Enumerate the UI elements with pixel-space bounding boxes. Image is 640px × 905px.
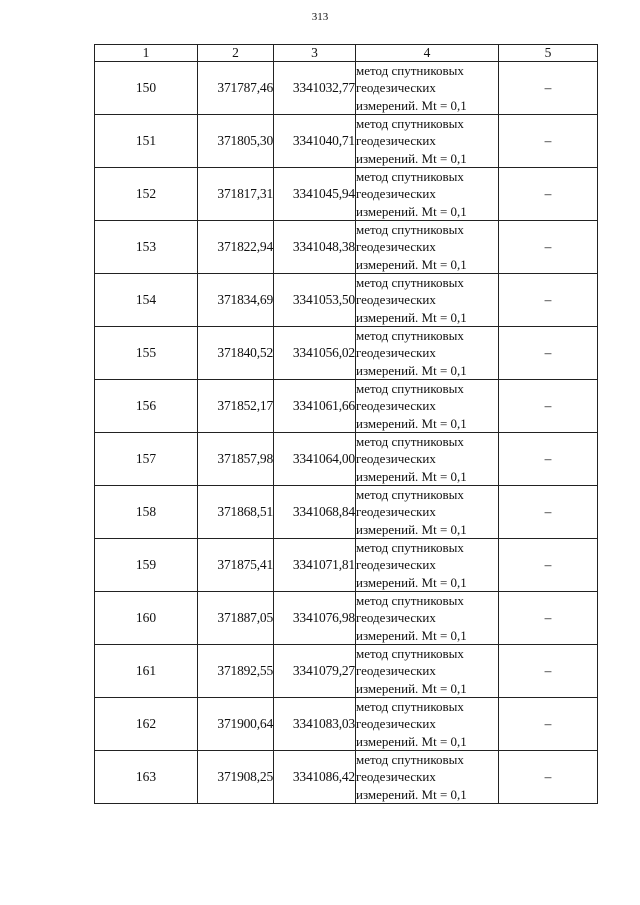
table-row bbox=[95, 698, 598, 751]
method-line-1: метод спутниковых bbox=[356, 593, 464, 609]
method-line-1: метод спутниковых bbox=[356, 381, 464, 397]
y-coordinate-cell: 3341086,42 bbox=[274, 751, 356, 804]
x-coordinate-cell: 371822,94 bbox=[198, 221, 274, 274]
x-coordinate-cell: 371908,25 bbox=[198, 751, 274, 804]
table-row bbox=[95, 380, 598, 433]
y-coordinate-cell: 3341032,77 bbox=[274, 62, 356, 115]
method-cell bbox=[356, 751, 499, 804]
y-coordinate-cell: 3341083,03 bbox=[274, 698, 356, 751]
method-line-2: геодезических bbox=[356, 239, 436, 255]
coordinates-table bbox=[94, 44, 598, 804]
point-number-cell: 155 bbox=[95, 327, 198, 380]
y-coordinate-cell: 3341048,38 bbox=[274, 221, 356, 274]
table-row bbox=[95, 433, 598, 486]
x-coordinate-cell: 371868,51 bbox=[198, 486, 274, 539]
method-line-2: геодезических bbox=[356, 557, 436, 573]
x-coordinate-cell: 371852,17 bbox=[198, 380, 274, 433]
method-line-2: геодезических bbox=[356, 663, 436, 679]
x-coordinate-cell: 371887,05 bbox=[198, 592, 274, 645]
y-coordinate-cell: 3341061,66 bbox=[274, 380, 356, 433]
column-5-cell: – bbox=[499, 645, 598, 698]
y-coordinate-cell: 3341040,71 bbox=[274, 115, 356, 168]
table-row bbox=[95, 751, 598, 804]
column-header-4: 4 bbox=[356, 45, 499, 62]
method-line-1: метод спутниковых bbox=[356, 169, 464, 185]
method-line-3: измерений. Mt = 0,1 bbox=[356, 256, 467, 272]
point-number-cell: 162 bbox=[95, 698, 198, 751]
column-5-cell: – bbox=[499, 62, 598, 115]
method-line-1: метод спутниковых bbox=[356, 116, 464, 132]
y-coordinate-cell: 3341076,98 bbox=[274, 592, 356, 645]
column-5-cell: – bbox=[499, 168, 598, 221]
point-number-cell: 156 bbox=[95, 380, 198, 433]
point-number-cell: 151 bbox=[95, 115, 198, 168]
x-coordinate-cell: 371892,55 bbox=[198, 645, 274, 698]
method-line-2: геодезических bbox=[356, 610, 436, 626]
method-cell bbox=[356, 274, 499, 327]
method-line-2: геодезических bbox=[356, 186, 436, 202]
column-5-cell: – bbox=[499, 274, 598, 327]
x-coordinate-cell: 371834,69 bbox=[198, 274, 274, 327]
page-number: 313 bbox=[311, 11, 329, 23]
point-number-cell: 154 bbox=[95, 274, 198, 327]
method-line-1: метод спутниковых bbox=[356, 752, 464, 768]
table-row bbox=[95, 592, 598, 645]
method-cell bbox=[356, 486, 499, 539]
column-header-1: 1 bbox=[95, 45, 198, 62]
method-cell bbox=[356, 327, 499, 380]
method-cell bbox=[356, 115, 499, 168]
point-number-cell: 161 bbox=[95, 645, 198, 698]
method-line-1: метод спутниковых bbox=[356, 275, 464, 291]
table-row bbox=[95, 168, 598, 221]
point-number-cell: 152 bbox=[95, 168, 198, 221]
y-coordinate-cell: 3341079,27 bbox=[274, 645, 356, 698]
y-coordinate-cell: 3341056,02 bbox=[274, 327, 356, 380]
method-line-1: метод спутниковых bbox=[356, 328, 464, 344]
column-5-cell: – bbox=[499, 751, 598, 804]
x-coordinate-cell: 371900,64 bbox=[198, 698, 274, 751]
column-5-cell: – bbox=[499, 433, 598, 486]
method-line-3: измерений. Mt = 0,1 bbox=[356, 415, 467, 431]
point-number-cell: 163 bbox=[95, 751, 198, 804]
column-5-cell: – bbox=[499, 221, 598, 274]
table-body bbox=[95, 62, 598, 804]
method-line-2: геодезических bbox=[356, 80, 436, 96]
method-cell bbox=[356, 221, 499, 274]
x-coordinate-cell: 371787,46 bbox=[198, 62, 274, 115]
table-row bbox=[95, 645, 598, 698]
column-5-cell: – bbox=[499, 698, 598, 751]
method-line-2: геодезических bbox=[356, 504, 436, 520]
method-line-1: метод спутниковых bbox=[356, 487, 464, 503]
method-line-3: измерений. Mt = 0,1 bbox=[356, 309, 467, 325]
method-line-1: метод спутниковых bbox=[356, 540, 464, 556]
x-coordinate-cell: 371857,98 bbox=[198, 433, 274, 486]
method-line-3: измерений. Mt = 0,1 bbox=[356, 468, 467, 484]
table-row bbox=[95, 274, 598, 327]
column-5-cell: – bbox=[499, 486, 598, 539]
column-5-cell: – bbox=[499, 539, 598, 592]
y-coordinate-cell: 3341068,84 bbox=[274, 486, 356, 539]
x-coordinate-cell: 371840,52 bbox=[198, 327, 274, 380]
method-line-3: измерений. Mt = 0,1 bbox=[356, 362, 467, 378]
method-line-1: метод спутниковых bbox=[356, 222, 464, 238]
table-row bbox=[95, 221, 598, 274]
method-line-3: измерений. Mt = 0,1 bbox=[356, 150, 467, 166]
table-row bbox=[95, 539, 598, 592]
method-line-3: измерений. Mt = 0,1 bbox=[356, 680, 467, 696]
method-line-1: метод спутниковых bbox=[356, 646, 464, 662]
y-coordinate-cell: 3341071,81 bbox=[274, 539, 356, 592]
y-coordinate-cell: 3341053,50 bbox=[274, 274, 356, 327]
method-line-2: геодезических bbox=[356, 716, 436, 732]
column-5-cell: – bbox=[499, 327, 598, 380]
method-line-3: измерений. Mt = 0,1 bbox=[356, 733, 467, 749]
column-header-3: 3 bbox=[274, 45, 356, 62]
point-number-cell: 160 bbox=[95, 592, 198, 645]
method-line-2: геодезических bbox=[356, 292, 436, 308]
method-line-3: измерений. Mt = 0,1 bbox=[356, 627, 467, 643]
method-line-3: измерений. Mt = 0,1 bbox=[356, 786, 467, 802]
column-5-cell: – bbox=[499, 115, 598, 168]
point-number-cell: 159 bbox=[95, 539, 198, 592]
method-cell bbox=[356, 433, 499, 486]
x-coordinate-cell: 371817,31 bbox=[198, 168, 274, 221]
column-header-2: 2 bbox=[198, 45, 274, 62]
column-5-cell: – bbox=[499, 592, 598, 645]
method-cell bbox=[356, 380, 499, 433]
y-coordinate-cell: 3341045,94 bbox=[274, 168, 356, 221]
method-line-1: метод спутниковых bbox=[356, 434, 464, 450]
x-coordinate-cell: 371875,41 bbox=[198, 539, 274, 592]
table-row bbox=[95, 486, 598, 539]
method-cell bbox=[356, 168, 499, 221]
table-header-row bbox=[95, 45, 598, 62]
method-line-3: измерений. Mt = 0,1 bbox=[356, 574, 467, 590]
table-row bbox=[95, 115, 598, 168]
method-cell bbox=[356, 539, 499, 592]
method-line-3: измерений. Mt = 0,1 bbox=[356, 97, 467, 113]
column-5-cell: – bbox=[499, 380, 598, 433]
point-number-cell: 150 bbox=[95, 62, 198, 115]
point-number-cell: 157 bbox=[95, 433, 198, 486]
table-row bbox=[95, 62, 598, 115]
method-line-1: метод спутниковых bbox=[356, 63, 464, 79]
method-line-2: геодезических bbox=[356, 345, 436, 361]
column-header-5: 5 bbox=[499, 45, 598, 62]
method-line-2: геодезических bbox=[356, 133, 436, 149]
y-coordinate-cell: 3341064,00 bbox=[274, 433, 356, 486]
point-number-cell: 158 bbox=[95, 486, 198, 539]
method-line-2: геодезических bbox=[356, 769, 436, 785]
method-line-2: геодезических bbox=[356, 398, 436, 414]
method-line-1: метод спутниковых bbox=[356, 699, 464, 715]
method-cell bbox=[356, 62, 499, 115]
method-line-2: геодезических bbox=[356, 451, 436, 467]
method-line-3: измерений. Mt = 0,1 bbox=[356, 203, 467, 219]
method-cell bbox=[356, 592, 499, 645]
method-cell bbox=[356, 645, 499, 698]
x-coordinate-cell: 371805,30 bbox=[198, 115, 274, 168]
method-line-3: измерений. Mt = 0,1 bbox=[356, 521, 467, 537]
table-row bbox=[95, 327, 598, 380]
method-cell bbox=[356, 698, 499, 751]
point-number-cell: 153 bbox=[95, 221, 198, 274]
